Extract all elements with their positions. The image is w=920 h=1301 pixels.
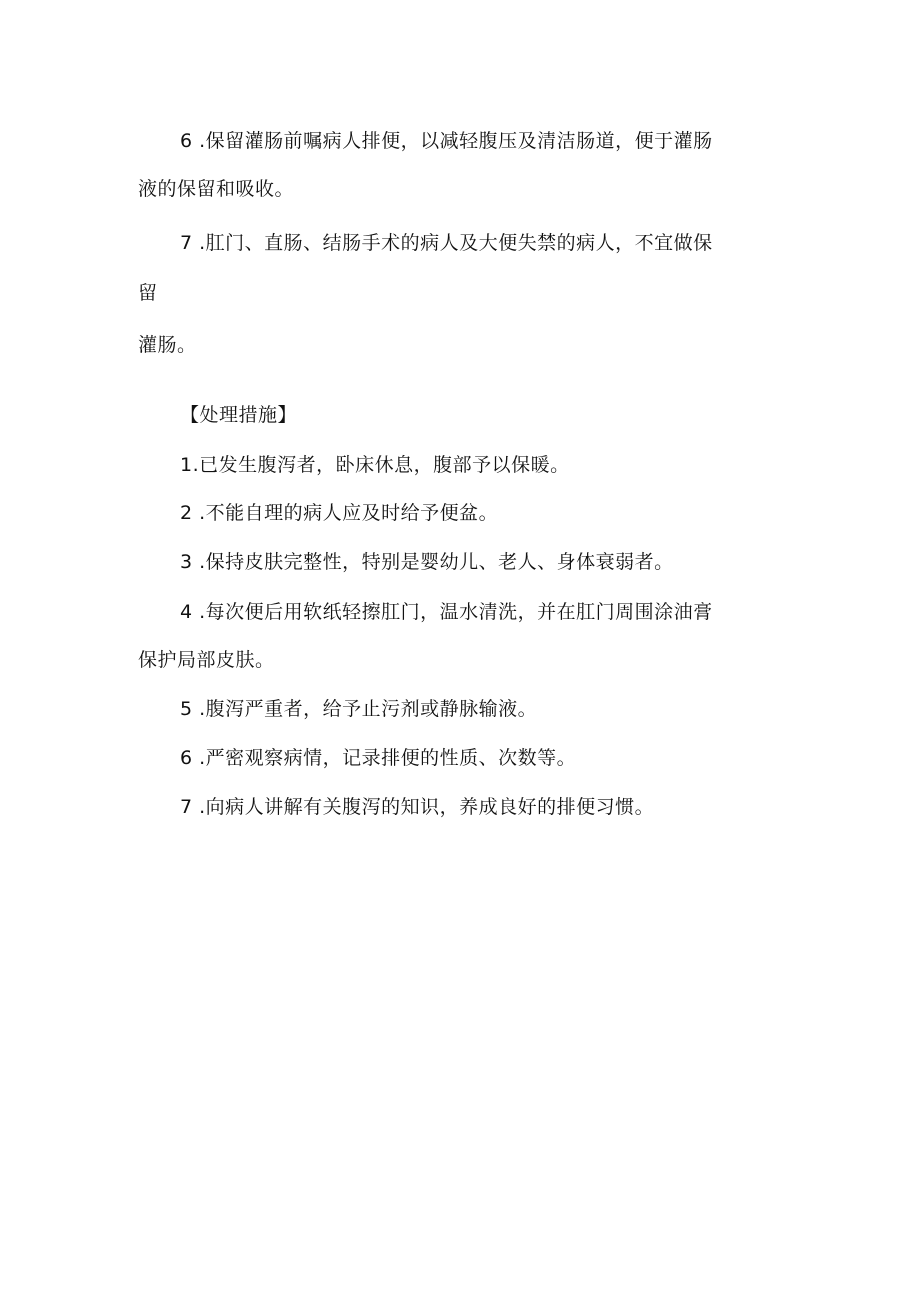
list-item: 1.已发生腹泻者，卧床休息，腹部予以保暖。 [180,454,570,476]
list-item: 保护局部皮肤。 [138,649,275,671]
paragraph-line: 留 [138,282,158,304]
list-item: 4 .每次便后用软纸轻擦肛门，温水清洗，并在肛门周围涂油膏 [180,601,713,623]
list-item: 7 .向病人讲解有关腹泻的知识，养成良好的排便习惯。 [180,796,655,818]
paragraph-line: 7 .肛门、直肠、结肠手术的病人及大便失禁的病人，不宜做保 [180,232,713,254]
section-heading: 【处理措施】 [180,404,298,426]
paragraph-line: 6 .保留灌肠前嘱病人排便，以减轻腹压及清洁肠道，便于灌肠 [180,130,713,152]
list-item: 3 .保持皮肤完整性，特别是婴幼儿、老人、身体衰弱者。 [180,551,674,573]
list-item: 5 .腹泻严重者，给予止污剂或静脉输液。 [180,698,538,720]
list-item: 6 .严密观察病情，记录排便的性质、次数等。 [180,747,577,769]
list-item: 2 .不能自理的病人应及时给予便盆。 [180,502,499,524]
paragraph-line: 灌肠。 [138,334,197,356]
paragraph-line: 液的保留和吸收。 [138,178,295,200]
